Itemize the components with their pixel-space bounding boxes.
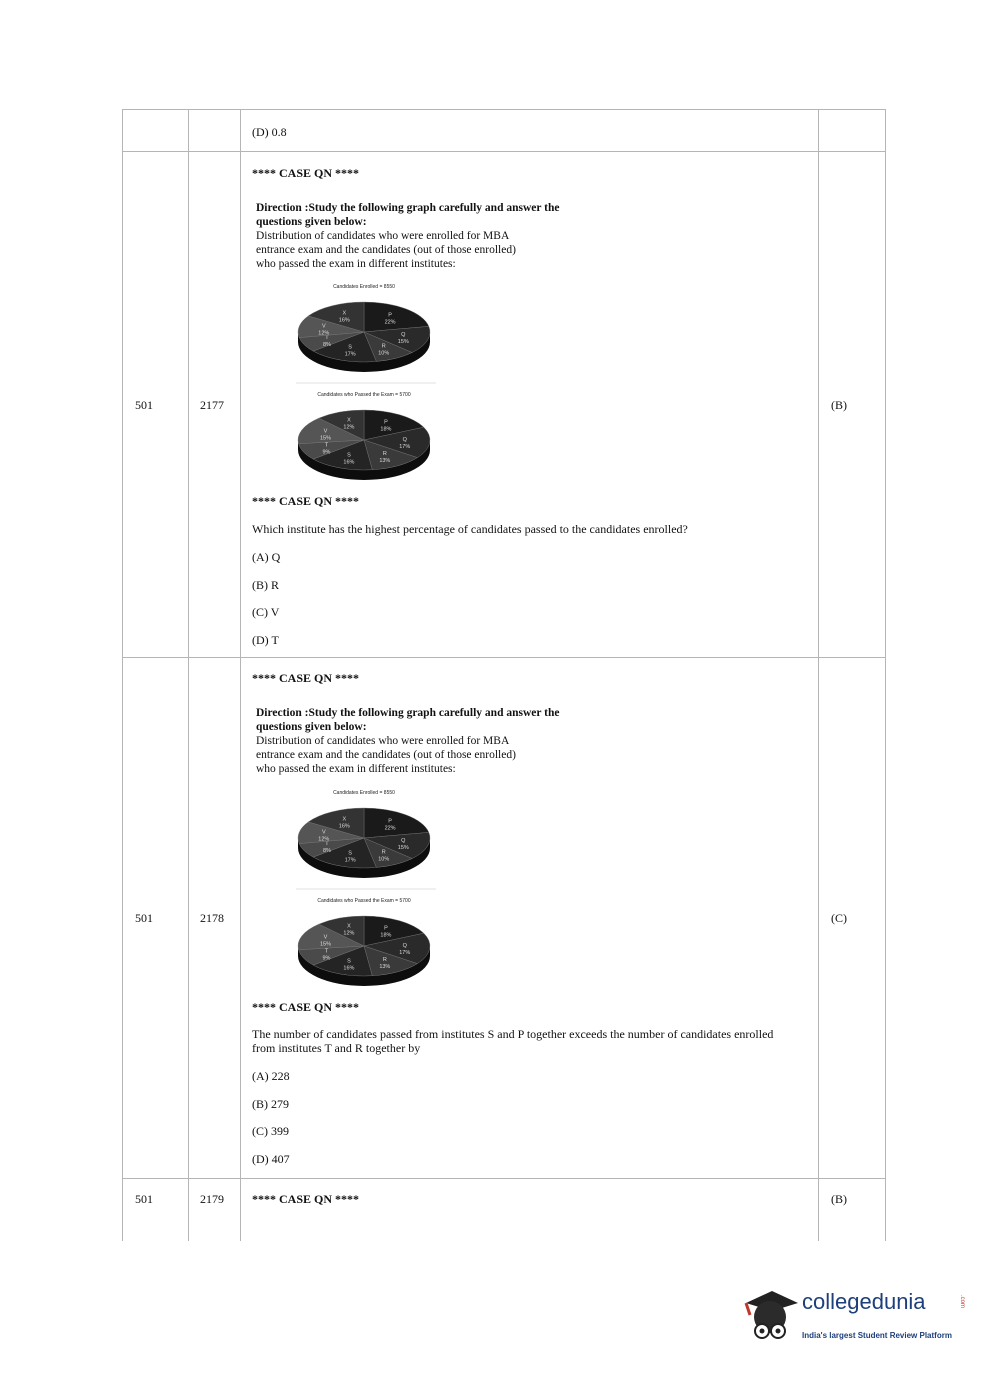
case-header: **** CASE QN **** bbox=[252, 1000, 360, 1014]
slice-category-label: V bbox=[321, 829, 326, 836]
slice-category-label: T bbox=[324, 442, 329, 449]
option-c: (C) V bbox=[252, 605, 280, 619]
slice-category-label: X bbox=[342, 310, 347, 317]
slice-percent-label: 16% bbox=[338, 823, 350, 830]
slice-percent-label: 12% bbox=[343, 424, 355, 431]
option-d: (D) 0.8 bbox=[252, 125, 287, 139]
slice-percent-label: 15% bbox=[397, 845, 409, 852]
option-a: (A) 228 bbox=[252, 1069, 290, 1083]
case-header: **** CASE QN **** bbox=[252, 671, 360, 685]
slice-percent-label: 18% bbox=[380, 932, 392, 939]
slice-category-label: R bbox=[382, 957, 387, 964]
question-line: from institutes T and R together by bbox=[252, 1041, 421, 1055]
pie-chart-group bbox=[296, 280, 566, 490]
direction-line: Distribution of candidates who were enrolled for MBA bbox=[256, 735, 510, 747]
slice-percent-label: 8% bbox=[322, 341, 331, 348]
slice-category-label: S bbox=[347, 452, 351, 459]
slice-percent-label: 13% bbox=[379, 964, 391, 971]
option-d: (D) 407 bbox=[252, 1152, 290, 1166]
subject-code: 501 bbox=[135, 1192, 153, 1206]
direction-line: entrance exam and the candidates (out of those enrolled) bbox=[256, 749, 516, 761]
case-header: **** CASE QN **** bbox=[252, 494, 360, 508]
option-d: (D) T bbox=[252, 633, 279, 647]
slice-percent-label: 13% bbox=[379, 458, 391, 465]
slice-category-label: Q bbox=[402, 942, 407, 949]
slice-category-label: Q bbox=[402, 436, 407, 443]
slice-percent-label: 15% bbox=[319, 435, 332, 442]
slice-category-label: S bbox=[348, 344, 352, 351]
slice-category-label: R bbox=[381, 343, 386, 350]
slice-category-label: S bbox=[347, 958, 351, 965]
slice-percent-label: 17% bbox=[399, 949, 411, 956]
slice-category-label: X bbox=[342, 816, 347, 823]
case-header: **** CASE QN **** bbox=[252, 166, 360, 180]
question-number: 2178 bbox=[200, 911, 224, 925]
direction-line: Distribution of candidates who were enrolled for MBA bbox=[256, 230, 510, 242]
mascot-icon bbox=[742, 1285, 800, 1345]
chart-title: Candidates who Passed the Exam = 5700 bbox=[317, 898, 411, 904]
option-b: (B) R bbox=[252, 578, 279, 592]
slice-percent-label: 15% bbox=[397, 339, 409, 346]
option-a: (A) Q bbox=[252, 550, 281, 564]
table-row bbox=[122, 1178, 886, 1241]
answer-key: (B) bbox=[831, 1192, 847, 1206]
pie-chart-group bbox=[296, 786, 566, 996]
slice-percent-label: 12% bbox=[343, 930, 355, 937]
chart-title: Candidates who Passed the Exam = 5700 bbox=[317, 392, 411, 398]
slice-category-label: V bbox=[323, 428, 328, 435]
slice-percent-label: 17% bbox=[344, 857, 356, 864]
direction-line: who passed the exam in different institutes: bbox=[256, 763, 456, 775]
question-number: 2179 bbox=[200, 1192, 224, 1206]
chart-title: Candidates Enrolled = 8550 bbox=[333, 790, 395, 796]
question-line: The number of candidates passed from institutes S and P together exceeds the number of candidates enrolled bbox=[252, 1027, 774, 1041]
logo-wordmark: collegedunia bbox=[802, 1289, 926, 1314]
question-text bbox=[252, 1027, 812, 1055]
slice-percent-label: 15% bbox=[319, 941, 332, 948]
question-text: Which institute has the highest percentage of candidates passed to the candidates enrolled? bbox=[252, 522, 688, 536]
slice-category-label: Q bbox=[401, 332, 406, 339]
slice-category-label: V bbox=[321, 323, 326, 330]
slice-category-label: T bbox=[325, 334, 329, 341]
slice-percent-label: 18% bbox=[380, 426, 392, 433]
answer-key: (B) bbox=[831, 398, 847, 412]
slice-percent-label: 17% bbox=[344, 351, 356, 358]
slice-category-label: Q bbox=[401, 838, 406, 845]
slice-percent-label: 16% bbox=[338, 317, 350, 324]
slice-category-label: T bbox=[324, 948, 329, 955]
slice-percent-label: 22% bbox=[384, 319, 396, 326]
slice-percent-label: 12% bbox=[318, 330, 330, 337]
collegedunia-logo bbox=[742, 1285, 972, 1355]
slice-percent-label: 9% bbox=[322, 449, 331, 456]
direction-text bbox=[256, 201, 576, 271]
direction-line: entrance exam and the candidates (out of those enrolled) bbox=[256, 244, 516, 256]
slice-category-label: X bbox=[347, 923, 351, 930]
slice-category-label: P bbox=[388, 312, 392, 319]
slice-category-label: P bbox=[384, 925, 388, 932]
slice-percent-label: 10% bbox=[378, 350, 390, 357]
slice-percent-label: 10% bbox=[378, 856, 390, 863]
subject-code: 501 bbox=[135, 398, 153, 412]
case-header: **** CASE QN **** bbox=[252, 1192, 360, 1206]
slice-percent-label: 16% bbox=[343, 965, 355, 972]
direction-line: who passed the exam in different institutes: bbox=[256, 258, 456, 270]
direction-bold: Direction :Study the following graph carefully and answer the questions given below: bbox=[256, 202, 560, 228]
slice-category-label: R bbox=[382, 451, 387, 458]
subject-code: 501 bbox=[135, 911, 153, 925]
slice-category-label: X bbox=[347, 417, 351, 424]
slice-category-label: P bbox=[384, 419, 388, 426]
slice-percent-label: 9% bbox=[322, 955, 331, 962]
slice-percent-label: 22% bbox=[384, 825, 396, 832]
chart-title: Candidates Enrolled = 8550 bbox=[333, 284, 395, 290]
table-row bbox=[122, 657, 886, 1178]
slice-category-label: R bbox=[381, 849, 386, 856]
slice-category-label: T bbox=[325, 840, 329, 847]
direction-text bbox=[256, 706, 576, 776]
question-number: 2177 bbox=[200, 398, 224, 412]
slice-percent-label: 12% bbox=[318, 836, 330, 843]
answer-key: (C) bbox=[831, 911, 847, 925]
direction-bold: Direction :Study the following graph carefully and answer the questions given below: bbox=[256, 707, 560, 733]
option-c: (C) 399 bbox=[252, 1124, 289, 1138]
table-row bbox=[122, 109, 886, 151]
table-row bbox=[122, 151, 886, 657]
option-b: (B) 279 bbox=[252, 1097, 289, 1111]
slice-category-label: S bbox=[348, 850, 352, 857]
logo-suffix: .com bbox=[959, 1295, 965, 1309]
logo-tagline: India's largest Student Review Platform bbox=[802, 1331, 952, 1340]
question-table bbox=[122, 109, 886, 1241]
slice-percent-label: 17% bbox=[399, 443, 411, 450]
slice-category-label: V bbox=[323, 934, 328, 941]
slice-category-label: P bbox=[388, 818, 392, 825]
slice-percent-label: 8% bbox=[322, 847, 331, 854]
slice-percent-label: 16% bbox=[343, 459, 355, 466]
